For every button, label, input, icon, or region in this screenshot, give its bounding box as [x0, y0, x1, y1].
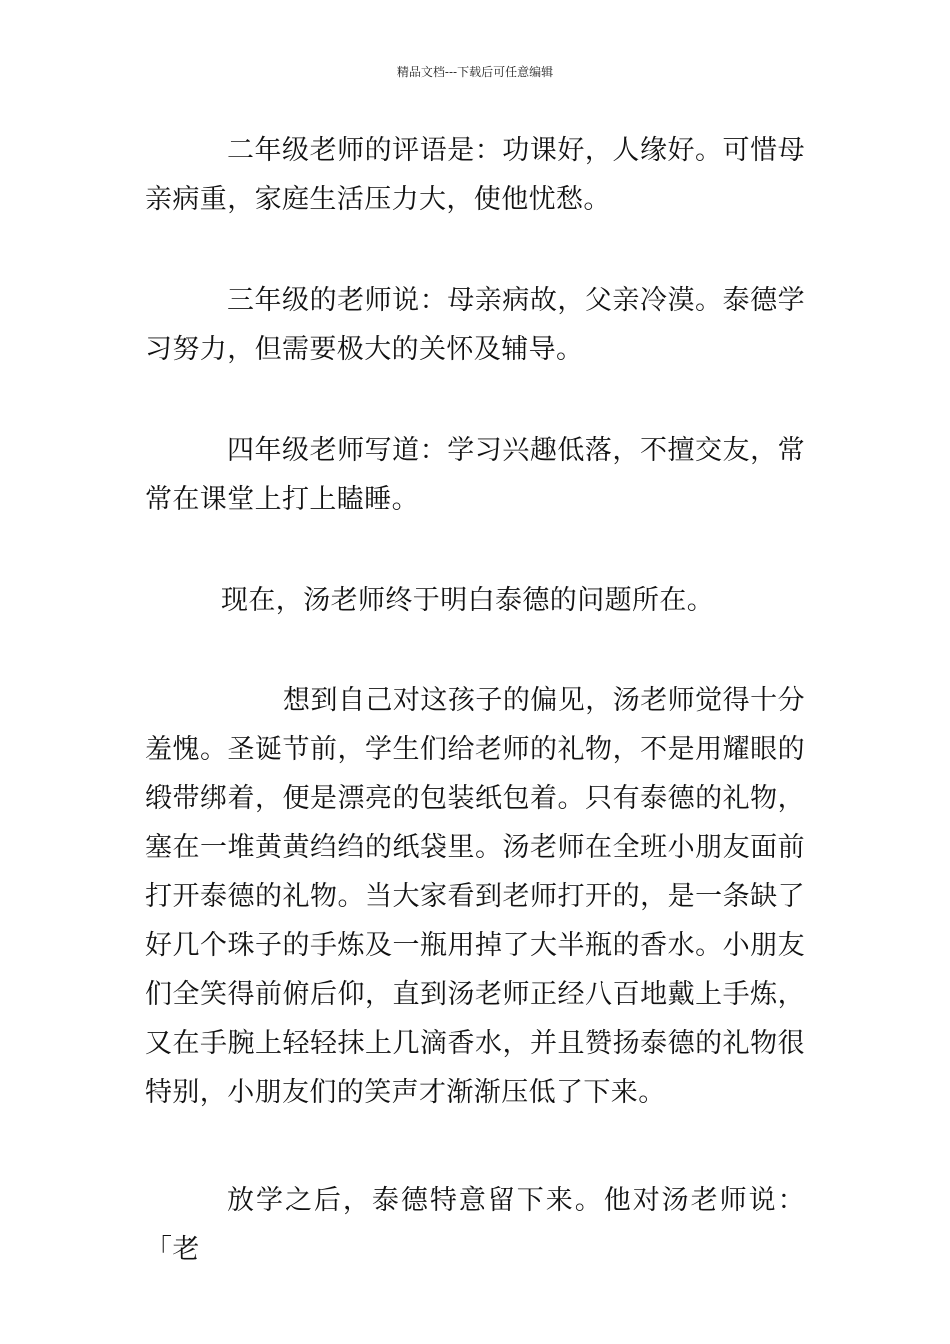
paragraph-after-school: 放学之后，泰德特意留下来。他对汤老师说：「老: [145, 1185, 805, 1265]
paragraph-second-grade-comment: 二年级老师的评语是：功课好，人缘好。可惜母亲病重，家庭生活压力大，使他忧愁。: [145, 135, 805, 215]
paragraph-fourth-grade-comment: 四年级老师写道：学习兴趣低落，不擅交友，常常在课堂上打上瞌睡。: [145, 435, 805, 515]
paragraph-realization: 现在，汤老师终于明白泰德的问题所在。: [221, 585, 715, 616]
paragraph-christmas-gift: 想到自己对这孩子的偏见，汤老师觉得十分羞愧。圣诞节前，学生们给老师的礼物，不是用耀眼的缎带绑着，便是漂亮的包装纸包着。只有泰德的礼物，塞在一堆黄黄绉绉的纸袋里。汤老师在全班小朋友面前打开泰德的礼物。当大家看到老师打开的，是一条缺了好几个珠子的手炼及一瓶用掉了大半瓶的香水。小朋友们全笑得前俯后仰，直到汤老师正经八百地戴上手炼，又在手腕上轻轻抹上几滴香水，并且赞扬泰德的礼物很特别，小朋友们的笑声才渐渐压低了下来。: [145, 685, 805, 1108]
paragraph-third-grade-comment: 三年级的老师说：母亲病故，父亲冷漠。泰德学习努力，但需要极大的关怀及辅导。: [145, 285, 805, 365]
page-header: 精品文档---下载后可任意编辑: [396, 65, 554, 79]
